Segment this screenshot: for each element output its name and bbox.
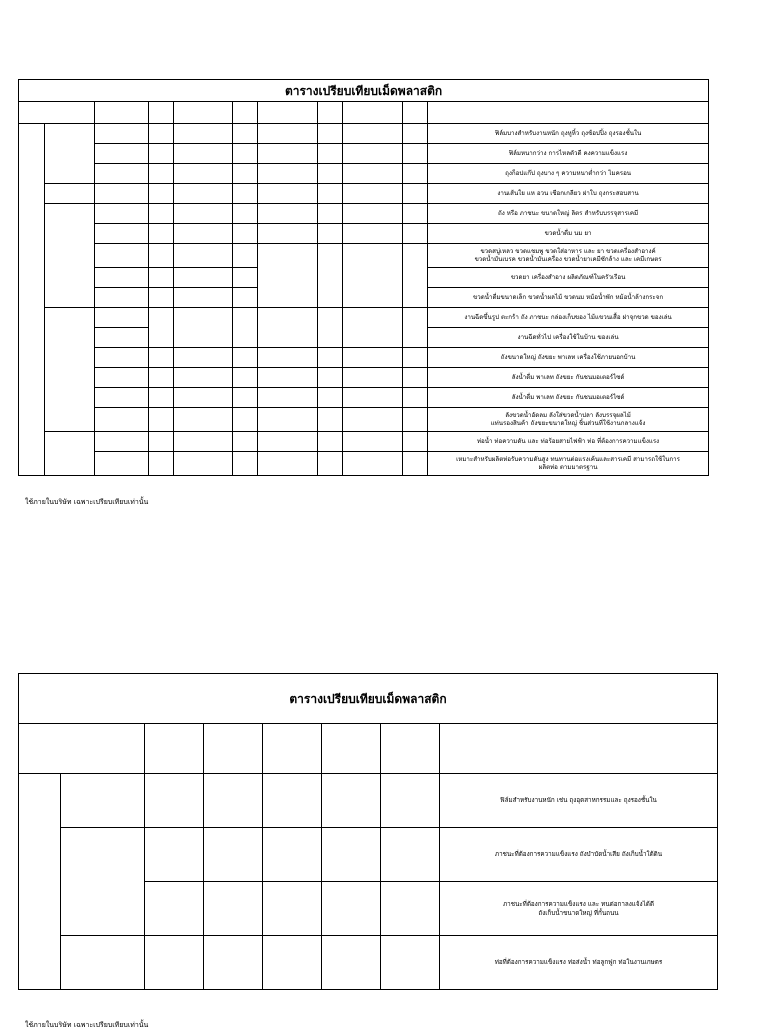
usage-cell: ถัง หรือ ภาชนะ ขนาดใหญ่ ลิตร สำหรับบรรจุสารเคมี: [428, 204, 709, 224]
table-row: [19, 368, 709, 388]
table-row: [19, 348, 709, 368]
table-row: [19, 774, 718, 828]
usage-cell: ขวดยา เครื่องสำอาง ผลิตภัณฑ์ในครัวเรือน: [428, 268, 709, 288]
table-title: ตารางเปรียบเทียบเม็ดพลาสติก: [19, 80, 709, 102]
usage-cell: ฟิล์มหนากว่าง การไหลตัวดี คงความแข็งแรง: [428, 144, 709, 164]
table-row: [19, 828, 718, 882]
header-row: [19, 102, 709, 124]
usage-cell: ขวดสบู่เหลว ขวดแชมพู ขวดใส่อาหาร และ ยา ขวดเครื่องสำอางค์ ขวดน้ำมันเบรค ขวดน้ำมันเครื่อง ขวดน้ำยาเคมีซักล้าง และ เคมีเกษตร: [428, 244, 709, 268]
usage-cell: ขวดน้ำดื่มขนาดเล็ก ขวดน้ำผลไม้ ขวดนม หม้อน้ำพัก หม้อน้ำล้างกระจก: [428, 288, 709, 308]
table-row: [19, 432, 709, 452]
table-row: [19, 164, 709, 184]
table-row: [19, 184, 709, 204]
usage-cell: ลังน้ำดื่ม พาเลท ถังขยะ กันชนมอเตอร์ไซด์: [428, 368, 709, 388]
usage-cell: งานเส้นใย แห อวน เชือกเกลียว ฝาใบ ถุงกระสอบสาน: [428, 184, 709, 204]
usage-cell: ท่อน้ำ ท่อความดัน และ ท่อร้อยสายไฟฟ้า ท่อ ที่ต้องการความแข็งแรง: [428, 432, 709, 452]
footnote: ใช้ภายในบริษัท เฉพาะเปรียบเทียบเท่านั้น: [25, 498, 149, 506]
table-row: [19, 308, 709, 328]
usage-cell: ท่อที่ต้องการความแข็งแรง ท่อส่งน้ำ ท่อลูกฟูก ท่อในงานเกษตร: [440, 936, 718, 990]
usage-cell: ขวดน้ำดื่ม นม ยา: [428, 224, 709, 244]
table-row: [19, 408, 709, 432]
usage-cell: ถังขนาดใหญ่ ถังขยะ พาเลท เครื่องใช้ภายนอกบ้าน: [428, 348, 709, 368]
usage-cell: งานฉีดทั่วไป เครื่องใช้ในบ้าน ของเล่น: [428, 328, 709, 348]
header-row: [19, 724, 718, 774]
usage-cell: ภาชนะที่ต้องการความแข็งแรง และ ทนต่อกาลงแจ้งได้ดี ถังเก็บน้ำขนาดใหญ่ ที่กั้นถนน: [440, 882, 718, 936]
usage-cell: เหมาะสำหรับผลิตท่อรับความดันสูง ทนทานต่อแรงเค้นและสารเคมี สามารถใช้ในการ ผลิตท่อ ตามมาตรฐาน: [428, 452, 709, 476]
usage-cell: ถุงก็อปแก๊ป ถุงบาง ๆ ความหนาต่ำกว่า ไมครอน: [428, 164, 709, 184]
usage-cell: ลังน้ำดื่ม พาเลท ถังขยะ กันชนมอเตอร์ไซด์: [428, 388, 709, 408]
table-row: [19, 936, 718, 990]
usage-cell: ฟิล์มสำหรับงานหนัก เช่น ถุงอุตสาหกรรมและ ถุงรองชั้นใน: [440, 774, 718, 828]
usage-cell: ภาชนะที่ต้องการความแข็งแรง ถังบำบัดน้ำเสีย ถังเก็บน้ำใต้ดิน: [440, 828, 718, 882]
table-title: ตารางเปรียบเทียบเม็ดพลาสติก: [19, 674, 718, 724]
usage-cell: ลังขวดน้ำอัดลม ลังใส่ขวดน้ำปลา ลังบรรจุผลไม้ แท่นรองสินค้า ถังขยะขนาดใหญ่ ชิ้นส่วนที่ใช้งานกลางแจ้ง: [428, 408, 709, 432]
table-row: [19, 244, 709, 268]
table-row: [19, 224, 709, 244]
comparison-table-1: [18, 79, 709, 476]
comparison-table-2: [18, 673, 718, 990]
table-row: [19, 388, 709, 408]
usage-cell: งานฉีดขึ้นรูป ตะกร้า ถัง ภาชนะ กล่องเก็บของ ไม้แขวนเสื้อ ฝาจุกขวด ของเล่น: [428, 308, 709, 328]
table-row: [19, 144, 709, 164]
footnote: ใช้ภายในบริษัท เฉพาะเปรียบเทียบเท่านั้น: [25, 1021, 149, 1029]
table-row: [19, 452, 709, 476]
usage-cell: ฟิล์มบางสำหรับงานหนัก ถุงหูหิ้ว ถุงช้อปปิ้ง ถุงรองชั้นใน: [428, 124, 709, 144]
table-row: [19, 204, 709, 224]
table-row: [19, 124, 709, 144]
